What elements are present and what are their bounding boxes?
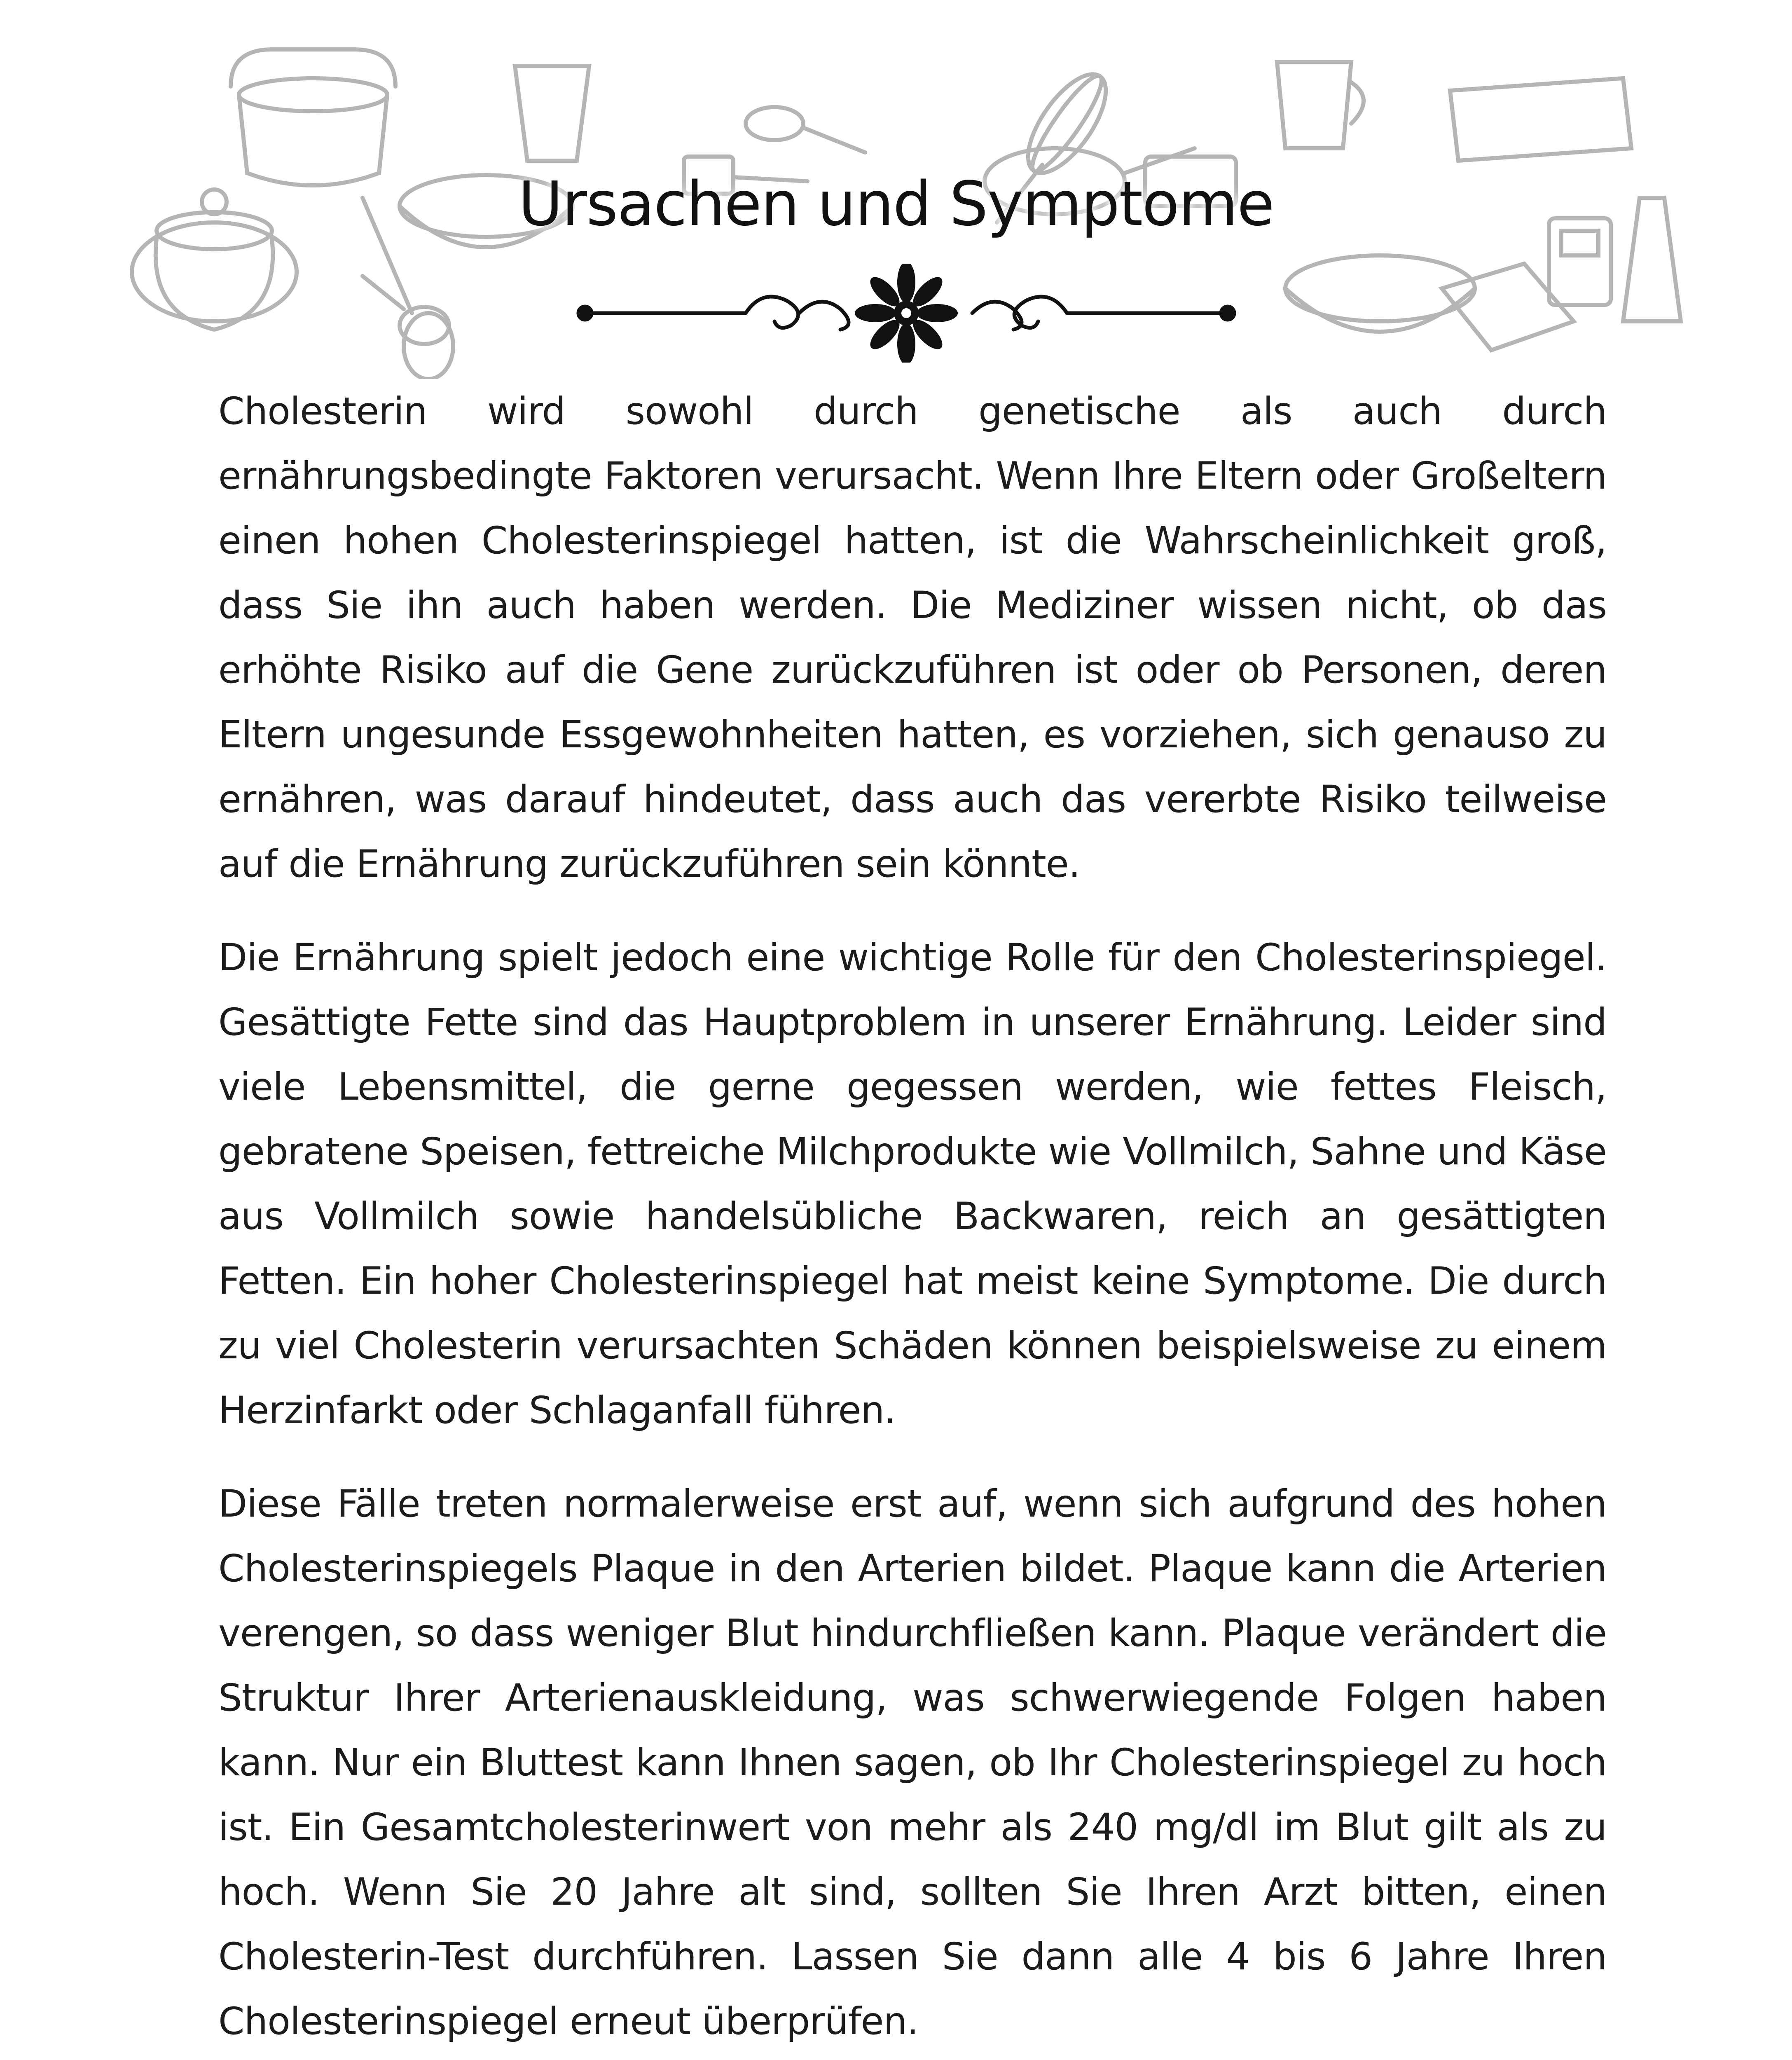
paragraph-2: Die Ernährung spielt jedoch eine wichtige Rolle für den Cholesterinspiegel. Gesättigte Fette sind das Hauptproblem in unserer Ernährung. Leider sind viele Lebensmittel, die gerne gegessen werden, wie fettes Fleisch, gebratene Speisen, fettreiche Milchprodukte wie Vollmilch, Sahne und Käse aus Vollmilch sowie handelsübliche Backwaren, reich an gesättigten Fetten. Ein hoher Cholesterinspiegel hat meist keine Symptome. Die durch zu viel Cholesterin verursachten Schäden können beispielsweise zu einem Herzinfarkt oder Schlaganfall führen. — [218, 936, 1607, 1432]
flourish-divider-icon — [568, 264, 1244, 363]
body-text — [218, 379, 1607, 2060]
belt-icon — [1450, 78, 1631, 161]
glass-icon — [515, 66, 589, 161]
paragraph-3: Diese Fälle treten normalerweise erst auf, wenn sich aufgrund des hohen Cholesterinspiegels Plaque in den Arterien bildet. Plaque kann die Arterien verengen, so dass weniger Blut hindurchfließen kann. Plaque verändert die Struktur Ihrer Arterienauskleidung, was schwerwiegende Folgen haben kann. Nur ein Bluttest kann Ihnen sagen, ob Ihr Cholesterinspiegel zu hoch ist. Ein Gesamtcholesterinwert von mehr als 240 mg/dl im Blut gilt als zu hoch. Wenn Sie 20 Jahre alt sind, sollten Sie Ihren Arzt bitten, einen Cholesterin-Test durchführen. Lassen Sie dann alle 4 bis 6 Jahre Ihren Cholesterinspiegel erneut überprüfen. — [218, 1482, 1607, 2043]
paragraph-1: Cholesterin wird sowohl durch genetische als auch durch ernährungsbedingte Faktoren verursacht. Wenn Ihre Eltern oder Großeltern einen hohen Cholesterinspiegel hatten, ist die Wahrscheinlichkeit groß, dass Sie ihn auch haben werden. Die Mediziner wissen nicht, ob das erhöhte Risiko auf die Gene zurückzuführen ist oder ob Personen, deren Eltern ungesunde Essgewohnheiten hatten, es vorziehen, sich genauso zu ernähren, was darauf hindeutet, dass auch das vererbte Risiko teilweise auf die Ernährung zurückzuführen sein könnte. — [218, 390, 1607, 886]
cup-icon — [1277, 62, 1364, 148]
spoon-icon — [746, 107, 865, 152]
page-title: Ursachen und Symptome — [518, 169, 1274, 239]
